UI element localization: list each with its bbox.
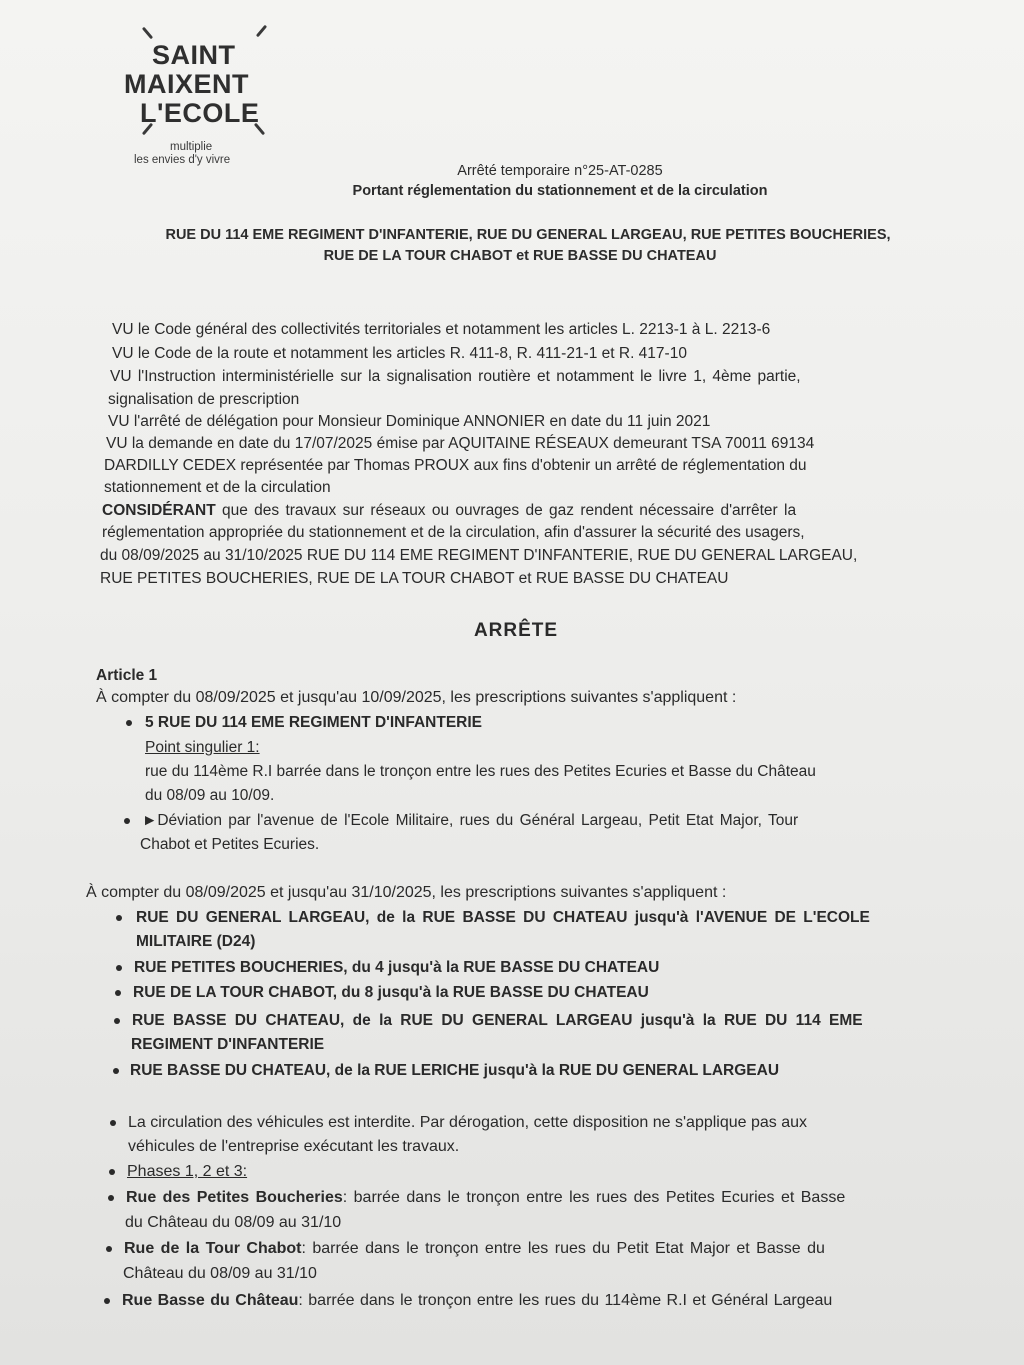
logo-word-saint: SAINT — [152, 40, 236, 70]
vu-delegation: VU l'arrêté de délégation pour Monsieur Dominique ANNONIER en date du 11 juin 2021 — [108, 413, 711, 430]
decree-number: Arrêté temporaire n°25-AT-0285 — [457, 163, 663, 179]
vu-code-route: VU le Code de la route et notamment les articles R. 411-8, R. 411-21-1 et R. 417-10 — [112, 345, 687, 362]
bullet — [110, 1120, 116, 1126]
phase-tour-chabot-label: Rue de la Tour Chabot — [124, 1240, 302, 1257]
bullet — [116, 965, 122, 971]
bullet — [114, 1018, 120, 1024]
phase-basse-chateau — [122, 1293, 832, 1309]
deviation-2: Chabot et Petites Ecuries. — [140, 836, 320, 853]
decree-streets-1: RUE DU 114 EME REGIMENT D'INFANTERIE, RUE DU GENERAL LARGEAU, RUE PETITES BOUCHERIES, — [165, 227, 891, 243]
considerant-2: réglementation appropriée du stationnement et de la circulation, afin d'assurer la sécurité des usagers, — [102, 524, 805, 541]
logo-tagline-1: multiplie — [170, 141, 213, 153]
vu-demande-1: VU la demande en date du 17/07/2025 émise par AQUITAINE RÉSEAUX demeurant TSA 70011 69134 — [106, 435, 815, 452]
decree-subject: Portant réglementation du stationnement et de la circulation — [352, 183, 768, 199]
point-singulier-2: du 08/09 au 10/09. — [145, 787, 275, 804]
street-basse-chateau-2: REGIMENT D'INFANTERIE — [131, 1036, 325, 1053]
bullet — [126, 720, 132, 726]
phase-tour-chabot-text: : barrée dans le tronçon entre les rues du Petit Etat Major et Basse du — [301, 1240, 825, 1257]
considerant-label: CONSIDÉRANT — [102, 502, 216, 519]
bullet — [116, 915, 122, 921]
article-1-intro-2: À compter du 08/09/2025 et jusqu'au 31/10/2025, les prescriptions suivantes s'appliquent : — [86, 884, 727, 901]
street-basse-chateau-1: RUE BASSE DU CHATEAU, de la RUE DU GENERAL LARGEAU jusqu'à la RUE DU 114 EME — [132, 1012, 863, 1029]
article-1-heading: Article 1 — [96, 667, 158, 684]
phase-petites-boucheries-1 — [126, 1190, 845, 1206]
vu-demande-3: stationnement et de la circulation — [104, 479, 331, 496]
phase-basse-chateau-label: Rue Basse du Château — [122, 1292, 299, 1309]
circulation-1: La circulation des véhicules est interdite. Par dérogation, cette disposition ne s'applique pas aux — [128, 1114, 808, 1131]
logo-word-lecole: L'ECOLE — [140, 98, 260, 128]
phase-petites-boucheries-text: : barrée dans le tronçon entre les rues des Petites Ecuries et Basse — [342, 1189, 846, 1206]
street-general-largeau-2: MILITAIRE (D24) — [136, 933, 256, 950]
vu-instruction-1: VU l'Instruction interministérielle sur la signalisation routière et notamment le livre 1, 4ème partie, — [110, 368, 801, 385]
bullet — [106, 1246, 112, 1252]
point-singulier-1: rue du 114ème R.I barrée dans le tronçon entre les rues des Petites Ecuries et Basse du Château — [145, 763, 816, 780]
phases-label: Phases 1, 2 et 3: — [127, 1163, 248, 1180]
circulation-2: véhicules de l'entreprise exécutant les travaux. — [128, 1138, 460, 1155]
logo-ray — [256, 25, 267, 38]
decree-streets-2: RUE DE LA TOUR CHABOT et RUE BASSE DU CHATEAU — [323, 248, 717, 264]
phase-petites-boucheries-2: du Château du 08/09 au 31/10 — [125, 1214, 342, 1231]
phase-tour-chabot-2: Château du 08/09 au 31/10 — [123, 1265, 317, 1282]
vu-demande-2: DARDILLY CEDEX représentée par Thomas PROUX aux fins d'obtenir un arrêté de réglementation du — [104, 457, 807, 474]
considerant-3: du 08/09/2025 au 31/10/2025 RUE DU 114 EME REGIMENT D'INFANTERIE, RUE DU GENERAL LARGEAU, — [100, 547, 858, 564]
article-1-intro-1: À compter du 08/09/2025 et jusqu'au 10/09/2025, les prescriptions suivantes s'appliquent : — [96, 689, 737, 706]
vu-instruction-2: signalisation de prescription — [108, 391, 300, 408]
considerant-text-1: que des travaux sur réseaux ou ouvrages de gaz rendent nécessaire d'arrêter la — [215, 502, 797, 519]
considerant-4: RUE PETITES BOUCHERIES, RUE DE LA TOUR CHABOT et RUE BASSE DU CHATEAU — [100, 570, 729, 587]
bullet — [113, 1068, 119, 1074]
bullet — [115, 990, 121, 996]
street-tour-chabot: RUE DE LA TOUR CHABOT, du 8 jusqu'à la RUE BASSE DU CHATEAU — [133, 984, 649, 1001]
bullet — [124, 818, 130, 824]
street-general-largeau-1: RUE DU GENERAL LARGEAU, de la RUE BASSE DU CHATEAU jusqu'à l'AVENUE DE L'ECOLE — [136, 909, 870, 926]
logo-word-maixent: MAIXENT — [124, 69, 249, 99]
arrete-title: ARRÊTE — [473, 620, 559, 641]
deviation-1: ►Déviation par l'avenue de l'Ecole Militaire, rues du Général Largeau, Petit Etat Major, Tour — [142, 812, 799, 829]
bullet — [108, 1195, 114, 1201]
phase-petites-boucheries-label: Rue des Petites Boucheries — [126, 1189, 343, 1206]
logo-tagline-2: les envies d'y vivre — [134, 154, 231, 166]
vu-cgct: VU le Code général des collectivités territoriales et notamment les articles L. 2213-1 à L. 2213-6 — [112, 321, 771, 338]
city-logo — [118, 18, 288, 168]
bullet — [104, 1298, 110, 1304]
considerant-1 — [102, 503, 796, 519]
phase-basse-chateau-text: : barrée dans le tronçon entre les rues du 114ème R.I et Général Largeau — [298, 1292, 833, 1309]
logo-ray — [142, 27, 153, 40]
street-petites-boucheries: RUE PETITES BOUCHERIES, du 4 jusqu'à la RUE BASSE DU CHATEAU — [134, 959, 660, 976]
street-114-ri: 5 RUE DU 114 EME REGIMENT D'INFANTERIE — [145, 714, 482, 731]
bullet — [109, 1169, 115, 1175]
street-basse-chateau-leriche: RUE BASSE DU CHATEAU, de la RUE LERICHE jusqu'à la RUE DU GENERAL LARGEAU — [130, 1062, 780, 1079]
point-singulier-label: Point singulier 1: — [145, 739, 260, 756]
phase-tour-chabot-1 — [124, 1241, 825, 1257]
